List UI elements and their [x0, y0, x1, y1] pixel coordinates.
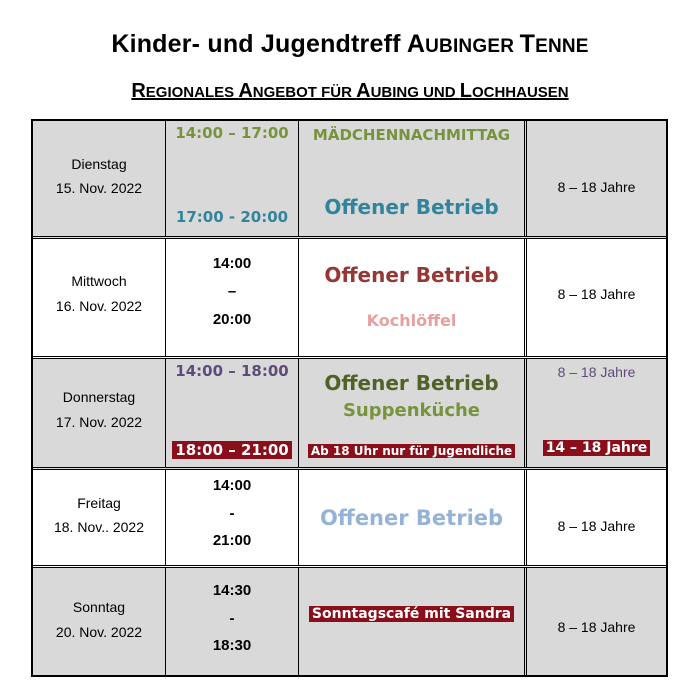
- day-label: Mittwoch: [71, 273, 127, 289]
- day-label: Freitag: [77, 495, 121, 511]
- title-text: A: [406, 30, 426, 58]
- event-note: [299, 444, 524, 458]
- time-separator: -: [229, 505, 235, 522]
- title-text: UBINGER: [425, 36, 520, 57]
- table-row: [33, 470, 666, 568]
- day-label: Donnerstag: [62, 389, 136, 405]
- title-text: Kinder- und Jugendtreff: [111, 30, 407, 58]
- date-label: 15. Nov. 2022: [55, 180, 143, 196]
- age-range: 8 – 18 Jahre: [557, 619, 636, 635]
- time-separator: -: [229, 610, 235, 627]
- age-range-late: [527, 440, 666, 456]
- time-badge: 18:00 – 21:00: [172, 441, 291, 459]
- time-cell: [166, 121, 299, 236]
- subtitle-text: NGEBOT FÜR: [252, 84, 357, 101]
- event-title: Offener Betrieb: [324, 263, 499, 287]
- event-badge: Sonntagscafé mit Sandra: [309, 606, 514, 622]
- event-cell: [299, 568, 527, 675]
- page-title: [0, 30, 700, 59]
- event-title: Offener Betrieb: [319, 506, 504, 530]
- age-cell: [527, 568, 666, 675]
- day-label: Sonntag: [72, 599, 126, 615]
- event-title: [299, 606, 524, 622]
- age-cell: [527, 239, 666, 356]
- time-cell: [166, 470, 299, 565]
- time-separator: –: [227, 283, 237, 300]
- day-cell: [33, 470, 166, 565]
- day-cell: [33, 239, 166, 356]
- table-row: [33, 359, 666, 470]
- time-end: 18:30: [212, 637, 252, 654]
- time-end: 21:00: [212, 532, 252, 549]
- subtitle-text: UBING UND: [370, 84, 460, 101]
- event-cell: [299, 359, 527, 467]
- event-title: Offener Betrieb: [324, 371, 499, 395]
- table-row: [33, 568, 666, 675]
- subtitle-text: A: [356, 80, 371, 102]
- age-cell: [527, 470, 666, 565]
- date-label: 16. Nov. 2022: [55, 298, 143, 314]
- page-subtitle: [0, 80, 700, 103]
- event-subtitle: Suppenküche: [342, 400, 481, 421]
- time-cell: [166, 239, 299, 356]
- time-start: 14:00: [212, 255, 252, 272]
- table-row: [33, 239, 666, 359]
- time-cell: [166, 359, 299, 467]
- note-badge: Ab 18 Uhr nur für Jugendliche: [308, 444, 515, 458]
- event-title: MÄDCHENNACHMITTAG: [312, 126, 511, 144]
- day-cell: [33, 121, 166, 236]
- time-range: 14:00 – 17:00: [175, 124, 289, 142]
- day-cell: [33, 359, 166, 467]
- subtitle-text: EGIONALES: [145, 84, 239, 101]
- age-range: 8 – 18 Jahre: [557, 518, 636, 534]
- age-range: 8 – 18 Jahre: [557, 179, 636, 195]
- time-range: 17:00 - 20:00: [175, 208, 289, 226]
- age-range: 8 – 18 Jahre: [557, 364, 636, 380]
- day-label: Dienstag: [71, 156, 127, 172]
- time-range: 14:00 – 18:00: [175, 362, 289, 380]
- time-range-late: [166, 441, 298, 459]
- date-label: 18. Nov.. 2022: [53, 519, 145, 535]
- age-range: 8 – 18 Jahre: [557, 286, 636, 302]
- event-cell: [299, 470, 527, 565]
- time-end: 20:00: [212, 311, 252, 328]
- subtitle-text: L: [459, 80, 472, 102]
- day-cell: [33, 568, 166, 675]
- schedule-table: [31, 119, 668, 677]
- age-badge: 14 – 18 Jahre: [543, 440, 651, 456]
- event-subtitle: Kochlöffel: [366, 311, 457, 330]
- subtitle-text: OCHHAUSEN: [471, 84, 569, 101]
- age-cell: [527, 359, 666, 467]
- time-start: 14:00: [212, 477, 252, 494]
- subtitle-text: A: [238, 80, 253, 102]
- subtitle-text: R: [131, 80, 146, 102]
- time-start: 14:30: [212, 582, 252, 599]
- age-cell: [527, 121, 666, 236]
- time-cell: [166, 568, 299, 675]
- table-row: [33, 121, 666, 239]
- event-cell: [299, 239, 527, 356]
- event-cell: [299, 121, 527, 236]
- title-text: T: [519, 30, 536, 58]
- date-label: 17. Nov. 2022: [55, 414, 143, 430]
- title-text: ENNE: [535, 36, 589, 57]
- event-title: Offener Betrieb: [324, 195, 499, 219]
- date-label: 20. Nov. 2022: [55, 624, 143, 640]
